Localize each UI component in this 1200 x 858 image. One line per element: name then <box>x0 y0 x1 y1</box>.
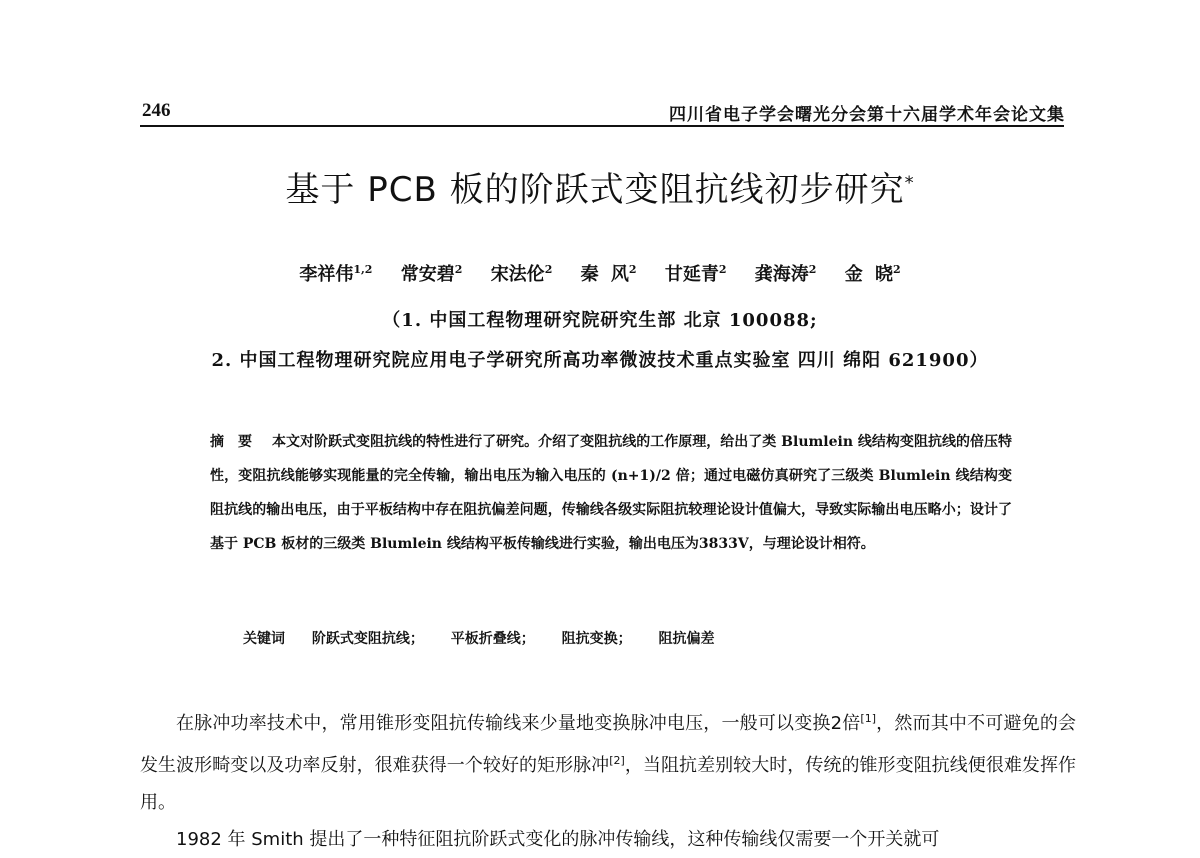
citation-ref: [1] <box>860 712 876 725</box>
author: 宋法伦$^2$ <box>490 263 553 285</box>
abstract-label: 摘要 <box>210 434 267 450</box>
keyword: 平板折叠线； <box>450 631 535 647</box>
author: 甘延青$^2$ <box>664 263 727 285</box>
abstract <box>210 425 1012 561</box>
paper-title-text: 基于 PCB 板的阶跃式变阻抗线初步研究 <box>285 170 905 210</box>
body-paragraph-2: 1982 年 Smith 提出了一种特征阻抗阶跃式变化的脉冲传输线，这种传输线仅需要一个开关就可 <box>176 829 940 850</box>
author: 常安碧$^2$ <box>400 263 463 285</box>
author: 金 晓$^2$ <box>844 263 901 285</box>
affiliation-line-2: 2. 中国工程物理研究院应用电子学研究所高功率微波技术重点实验室 四川 绵阳 621900） <box>211 350 989 371</box>
keyword: 阻抗偏差 <box>658 631 715 647</box>
keyword: 阻抗变换； <box>561 631 632 647</box>
body-paragraph-1: 在脉冲功率技术中，常用锥形变阻抗传输线来少量地变换脉冲电压，一般可以变换2倍[1]，然而其中不可避免的会发生波形畸变以及功率反射，很难获得一个较好的矩形脉冲[2]，当阻抗差别较大时，传统的锥形变阻抗线便很难发挥作用。 <box>140 712 1077 813</box>
header-rule <box>140 125 1064 127</box>
paper-title <box>0 162 1200 211</box>
citation-ref: [2] <box>609 754 625 767</box>
author: 秦 风$^2$ <box>580 263 637 285</box>
running-title: 四川省电子学会曙光分会第十六届学术年会论文集 <box>669 105 1065 125</box>
keywords-label: 关键词 <box>243 631 285 647</box>
author: 李祥伟$^{1,2}$ <box>299 263 373 285</box>
author-list <box>0 260 1200 286</box>
author: 龚海涛$^2$ <box>754 263 817 285</box>
keywords <box>243 628 715 648</box>
abstract-text: 本文对阶跃式变阻抗线的特性进行了研究。介绍了变阻抗线的工作原理，给出了类 Blumlein 线结构变阻抗线的倍压特性，变阻抗线能够实现能量的完全传输，输出电压为输入电压的 (n+1)/2 倍；通过电磁仿真研究了三级类 Blumlein 线结构变阻抗线的输出电压，由于平板结构中存在阻抗偏差问题，传输线各级实际阻抗较理论设计值偏大，导致实际输出电压略小；设计了基于 PCB 板材的三级类 Blumlein 线结构平板传输线进行实验，输出电压为3833V，与理论设计相符。 <box>210 434 1012 552</box>
page-number: 246 <box>142 100 171 121</box>
keyword: 阶跃式变阻抗线； <box>311 631 424 647</box>
body-text <box>140 700 1076 858</box>
affiliation-line-1: （1. 中国工程物理研究院研究生部 北京 100088; <box>382 310 818 331</box>
title-footnote-mark: * <box>904 172 915 194</box>
